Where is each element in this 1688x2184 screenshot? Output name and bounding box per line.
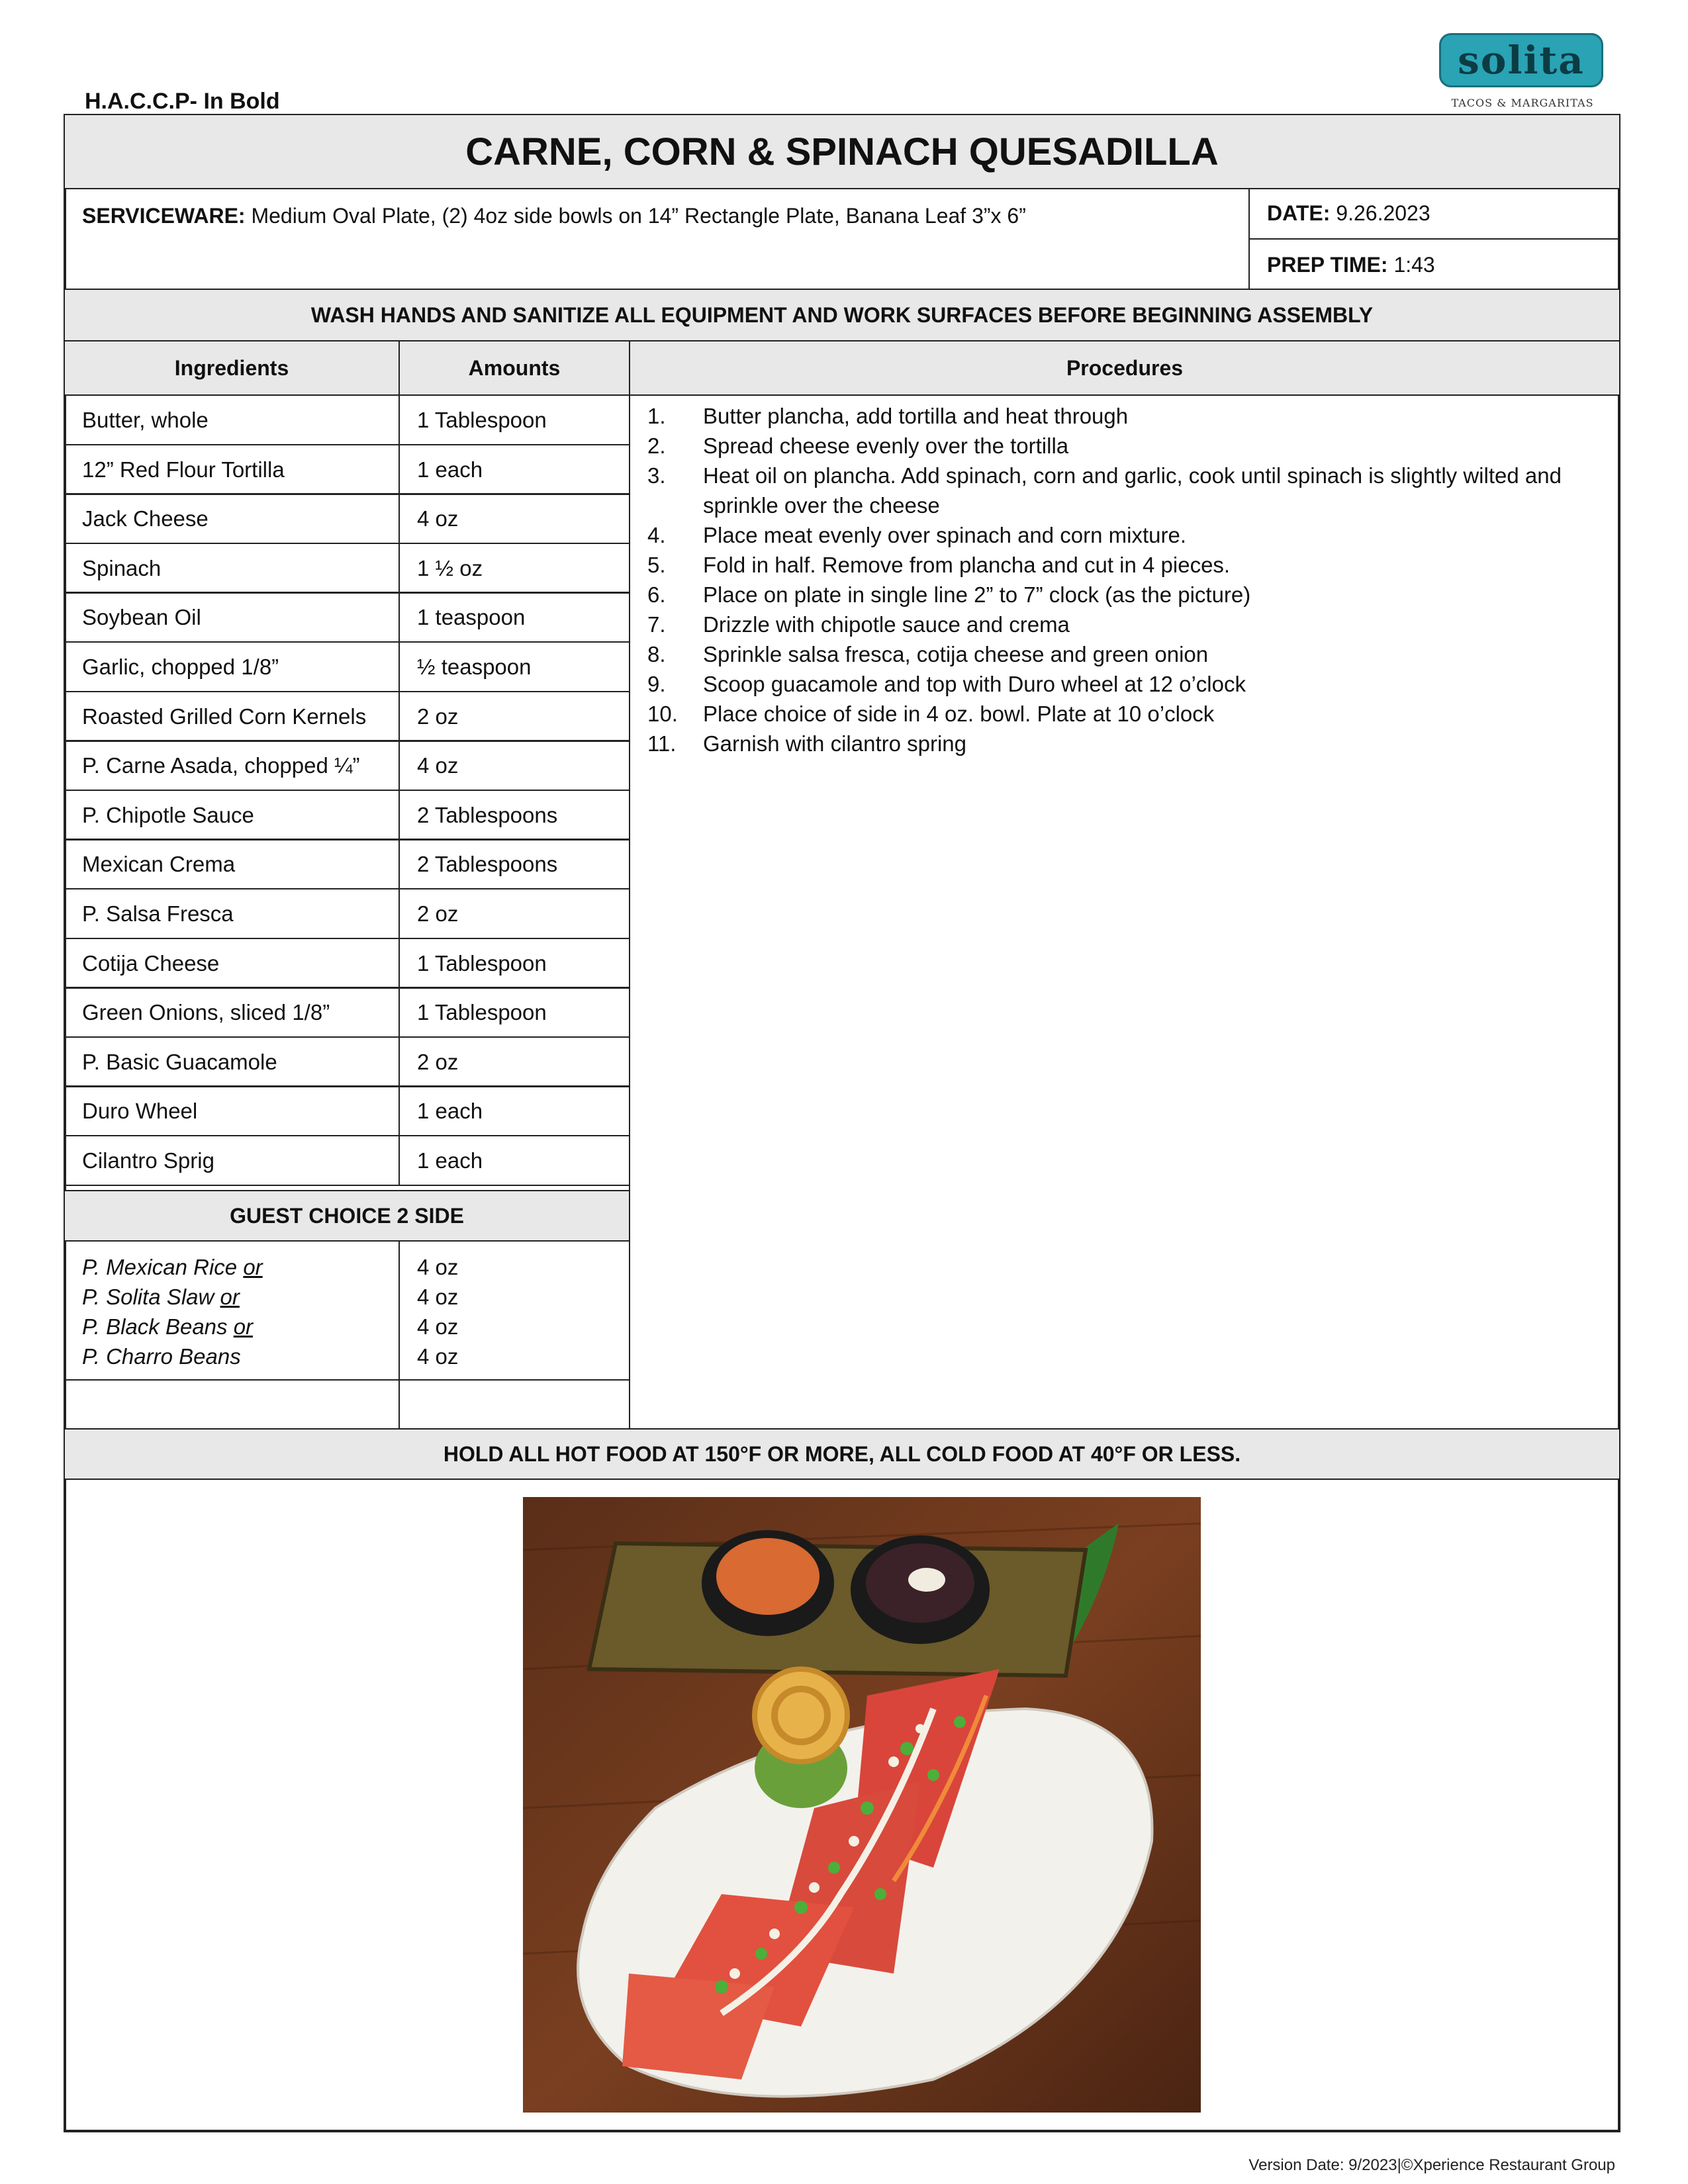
ingredient-cell: Duro Wheel xyxy=(64,1085,400,1136)
hold-notice-text: HOLD ALL HOT FOOD AT 150°F OR MORE, ALL COLD FOOD AT 40°F OR LESS. xyxy=(443,1441,1241,1466)
side-amount: 4 oz xyxy=(417,1344,459,1369)
logo-badge xyxy=(1439,33,1603,87)
ingredient-cell: P. Basic Guacamole xyxy=(64,1036,400,1087)
serviceware-cell xyxy=(64,188,1250,290)
step-number: 2. xyxy=(647,433,666,458)
wash-notice xyxy=(64,289,1620,341)
ingredient-cell: Garlic, chopped 1/8” xyxy=(64,641,400,692)
prep-time-cell xyxy=(1248,238,1620,290)
recipe-title xyxy=(64,114,1620,189)
ingredient-cell: Cilantro Sprig xyxy=(64,1135,400,1186)
recipe-title-text: CARNE, CORN & SPINACH QUESADILLA xyxy=(465,130,1219,173)
amount-cell: 2 oz xyxy=(399,888,630,939)
ingredient-cell: Spinach xyxy=(64,543,400,594)
ingredients-header-text: Ingredients xyxy=(174,355,289,380)
version-footer: Version Date: 9/2023|©Xperience Restaurant Group xyxy=(1248,2156,1615,2174)
step-number: 7. xyxy=(647,612,666,637)
procedure-step xyxy=(647,580,1602,610)
plated-dish-photo xyxy=(523,1497,1201,2113)
ingredient-cell: Roasted Grilled Corn Kernels xyxy=(64,691,400,742)
procedure-step xyxy=(647,669,1602,699)
step-text: Place meat evenly over spinach and corn mixture. xyxy=(703,523,1187,547)
sides-amounts xyxy=(399,1240,630,1381)
side-item xyxy=(82,1282,399,1312)
serviceware-value: Medium Oval Plate, (2) 4oz side bowls on 14” Rectangle Plate, Banana Leaf 3”x 6” xyxy=(245,204,1026,228)
amount-cell: 1 teaspoon xyxy=(399,592,630,643)
procedure-step xyxy=(647,550,1602,580)
side-item xyxy=(82,1342,399,1371)
step-number: 3. xyxy=(647,463,666,488)
side-amount: 4 oz xyxy=(417,1285,459,1309)
step-number: 5. xyxy=(647,553,666,577)
ingredient-cell: P. Salsa Fresca xyxy=(64,888,400,939)
ingredient-cell: Mexican Crema xyxy=(64,839,400,889)
side-item xyxy=(82,1252,399,1282)
procedures-header xyxy=(629,340,1620,396)
side-item xyxy=(82,1312,399,1342)
prep-time-value: 1:43 xyxy=(1387,253,1435,277)
step-text: Spread cheese evenly over the tortilla xyxy=(703,433,1069,458)
amount-cell: ½ teaspoon xyxy=(399,641,630,692)
duro-wheel xyxy=(755,1669,847,1762)
haccp-note: H.A.C.C.P- In Bold xyxy=(85,89,280,114)
ingredient-cell: 12” Red Flour Tortilla xyxy=(64,444,400,495)
amounts-header xyxy=(399,340,630,396)
amount-cell: 1 each xyxy=(399,1085,630,1136)
amount-cell: 4 oz xyxy=(399,493,630,544)
side-name: P. Mexican Rice xyxy=(82,1255,244,1279)
step-text: Sprinkle salsa fresca, cotija cheese and green onion xyxy=(703,642,1209,666)
amount-cell: 2 Tablespoons xyxy=(399,790,630,841)
step-text: Drizzle with chipotle sauce and crema xyxy=(703,612,1070,637)
amount-cell: 2 oz xyxy=(399,1036,630,1087)
side-amount: 4 oz xyxy=(417,1314,459,1339)
amount-cell: 1 ½ oz xyxy=(399,543,630,594)
ingredient-cell: P. Chipotle Sauce xyxy=(64,790,400,841)
amount-cell: 1 Tablespoon xyxy=(399,394,630,445)
ingredient-cell: Cotija Cheese xyxy=(64,938,400,989)
solita-logo xyxy=(1423,28,1622,114)
step-text: Garnish with cilantro spring xyxy=(703,731,966,756)
step-text: Place on plate in single line 2” to 7” clock (as the picture) xyxy=(703,582,1251,607)
serviceware-label: SERVICEWARE: xyxy=(82,204,246,228)
step-number: 9. xyxy=(647,672,666,696)
step-number: 10. xyxy=(647,702,678,726)
amounts-header-text: Amounts xyxy=(468,355,561,380)
step-text: Heat oil on plancha. Add spinach, corn and garlic, cook until spinach is slightly wilted and sprinkle over the cheese xyxy=(703,463,1562,518)
procedure-step xyxy=(647,431,1602,461)
amount-cell: 2 oz xyxy=(399,691,630,742)
side-or: or xyxy=(243,1255,263,1279)
prep-time-label: PREP TIME: xyxy=(1267,253,1388,277)
date-value: 9.26.2023 xyxy=(1330,201,1430,225)
procedures-cell xyxy=(629,394,1620,1430)
procedure-step xyxy=(647,461,1602,520)
procedure-step xyxy=(647,639,1602,669)
step-number: 11. xyxy=(647,731,677,756)
mexican-rice xyxy=(716,1538,820,1615)
amount-cell: 1 Tablespoon xyxy=(399,938,630,989)
step-text: Scoop guacamole and top with Duro wheel at 12 o’clock xyxy=(703,672,1246,696)
procedure-step xyxy=(647,401,1602,431)
empty-cell xyxy=(64,1379,400,1430)
amount-cell: 2 Tablespoons xyxy=(399,839,630,889)
side-name: P. Black Beans xyxy=(82,1314,234,1339)
ingredients-header xyxy=(64,340,400,396)
procedures-header-text: Procedures xyxy=(1066,355,1184,380)
step-number: 6. xyxy=(647,582,666,607)
step-number: 4. xyxy=(647,523,666,547)
procedure-step xyxy=(647,520,1602,550)
step-number: 8. xyxy=(647,642,666,666)
amount-cell: 1 Tablespoon xyxy=(399,987,630,1038)
rectangle-plate xyxy=(589,1543,1086,1676)
side-name: P. Charro Beans xyxy=(82,1344,241,1369)
step-number: 1. xyxy=(647,404,666,428)
ingredient-cell: Jack Cheese xyxy=(64,493,400,544)
procedure-step xyxy=(647,729,1602,758)
side-amount: 4 oz xyxy=(417,1255,459,1279)
ingredient-cell: Butter, whole xyxy=(64,394,400,445)
date-label: DATE: xyxy=(1267,201,1331,225)
ingredient-cell: P. Carne Asada, chopped ¼” xyxy=(64,740,400,791)
step-text: Place choice of side in 4 oz. bowl. Plate at 10 o’clock xyxy=(703,702,1215,726)
side-or: or xyxy=(220,1285,240,1309)
ingredient-cell: Green Onions, sliced 1/8” xyxy=(64,987,400,1038)
guest-choice-header xyxy=(64,1190,630,1242)
date-cell xyxy=(1248,188,1620,240)
logo-subtitle: TACOS & MARGARITAS xyxy=(1451,97,1594,109)
step-text: Butter plancha, add tortilla and heat through xyxy=(703,404,1129,428)
logo-text: solita xyxy=(1458,38,1585,83)
wash-notice-text: WASH HANDS AND SANITIZE ALL EQUIPMENT AND WORK SURFACES BEFORE BEGINNING ASSEMBLY xyxy=(310,302,1374,327)
amount-cell: 1 each xyxy=(399,444,630,495)
step-text: Fold in half. Remove from plancha and cut in 4 pieces. xyxy=(703,553,1231,577)
procedure-step xyxy=(647,699,1602,729)
hold-notice xyxy=(64,1428,1620,1480)
side-or: or xyxy=(233,1314,254,1339)
amount-cell: 1 each xyxy=(399,1135,630,1186)
guest-choice-header-text: GUEST CHOICE 2 SIDE xyxy=(230,1203,464,1228)
cotija-topping xyxy=(908,1568,945,1592)
procedure-step xyxy=(647,610,1602,639)
side-name: P. Solita Slaw xyxy=(82,1285,220,1309)
empty-cell xyxy=(399,1379,630,1430)
procedures-list xyxy=(647,401,1602,758)
amount-cell: 4 oz xyxy=(399,740,630,791)
dish-illustration xyxy=(523,1497,1201,2113)
sides-list xyxy=(64,1240,400,1381)
ingredient-cell: Soybean Oil xyxy=(64,592,400,643)
